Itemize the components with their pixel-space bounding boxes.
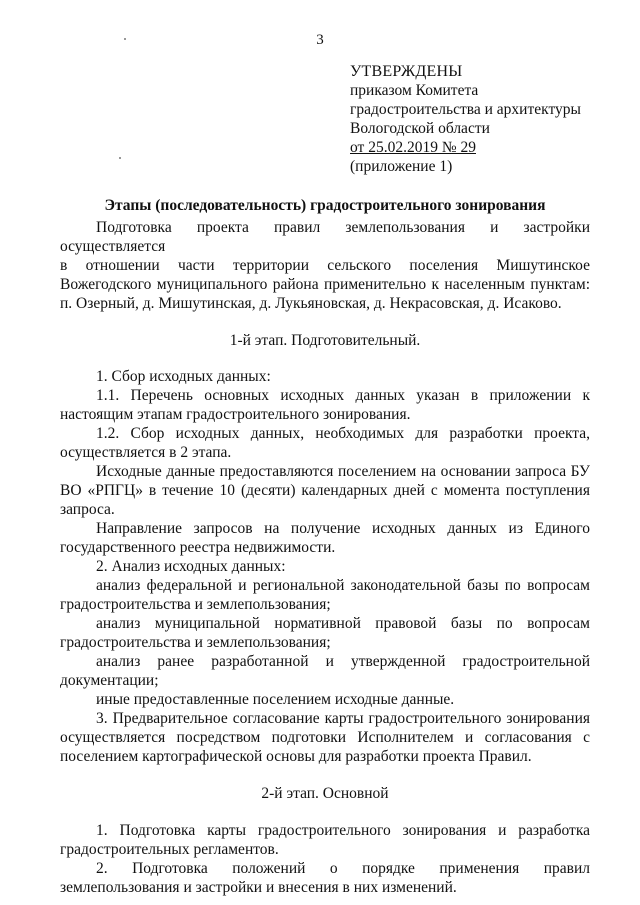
approval-block [350, 62, 630, 176]
text-line: 2. Подготовка положений о порядке применения правил [96, 860, 590, 877]
text-line: градостроительства и землепользования; [60, 596, 331, 613]
text-line: ВО «РПГЦ» в течение 10 (десяти) календарных дней с момента поступления [60, 482, 590, 499]
intro-paragraph [60, 218, 590, 313]
text-line: государственного реестра недвижимости. [60, 539, 336, 556]
approval-line: Вологодской области [350, 120, 490, 137]
document-title: Этапы (последовательность) градостроительного зонирования [104, 197, 546, 214]
text-line: анализ муниципальной нормативной правовой базы по вопросам [96, 615, 590, 632]
text-line: анализ ранее разработанной и утвержденной градостроительной [96, 653, 590, 670]
text-line: Направление запросов на получение исходных данных из Единого [96, 520, 590, 537]
stage2-section [60, 821, 590, 897]
text-line: осуществляется посредством подготовки Исполнителем и согласования с [60, 729, 590, 746]
text-line: п. Озерный, д. Мишутинская, д. Лукьяновская, д. Некрасовская, д. Исаково. [60, 295, 562, 312]
text-line: Исходные данные предоставляются поселением на основании запроса БУ [96, 463, 590, 480]
text-line: осуществляется в 2 этапа. [60, 444, 232, 461]
text-line: иные предоставленные поселением исходные данные. [96, 691, 455, 708]
approval-line: градостроительства и архитектуры [350, 101, 581, 118]
text-line: 1. Сбор исходных данных: [96, 368, 271, 385]
text-line: запроса. [60, 501, 115, 518]
text-line: 1.1. Перечень основных исходных данных указан в приложении к [96, 387, 590, 404]
document-body [60, 196, 590, 897]
stage1-section [60, 367, 590, 766]
text-line: поселением картографической основы для разработки проекта Правил. [60, 748, 532, 765]
approval-date: от 25.02.2019 № 29 [350, 139, 476, 156]
approval-line: приказом Комитета [350, 82, 479, 99]
stage1-heading: 1-й этап. Подготовительный. [229, 332, 421, 349]
scan-speck [119, 157, 121, 159]
text-line: 1.2. Сбор исходных данных, необходимых для разработки проекта, [96, 425, 590, 442]
text-line: 1. Подготовка карты градостроительного зонирования и разработка [96, 822, 590, 839]
text-line: документации; [60, 672, 159, 689]
approval-attachment: (приложение 1) [350, 158, 453, 175]
scan-speck [124, 38, 126, 40]
text-line: настоящим этапам градостроительного зонирования. [60, 406, 411, 423]
text-line: 2. Анализ исходных данных: [96, 558, 286, 575]
text-line: градостроительных регламентов. [60, 841, 279, 858]
text-line: анализ федеральной и региональной законодательной базы по вопросам [96, 577, 590, 594]
text-line: градостроительства и землепользования; [60, 634, 331, 651]
stage2-heading: 2-й этап. Основной [261, 785, 389, 802]
text-line: Подготовка проекта правил землепользования и застройки осуществляется [60, 219, 590, 255]
approval-title: УТВЕРЖДЕНЫ [350, 63, 463, 80]
text-line: в отношении части территории сельского поселения Мишутинское [60, 257, 590, 274]
text-line: землепользования и застройки и внесения в них изменений. [60, 879, 457, 896]
page-number: 3 [316, 32, 324, 48]
text-line: 3. Предварительное согласование карты градостроительного зонирования [96, 710, 590, 727]
text-line: Вожегодского муниципального района применительно к населенным пунктам: [60, 276, 590, 293]
